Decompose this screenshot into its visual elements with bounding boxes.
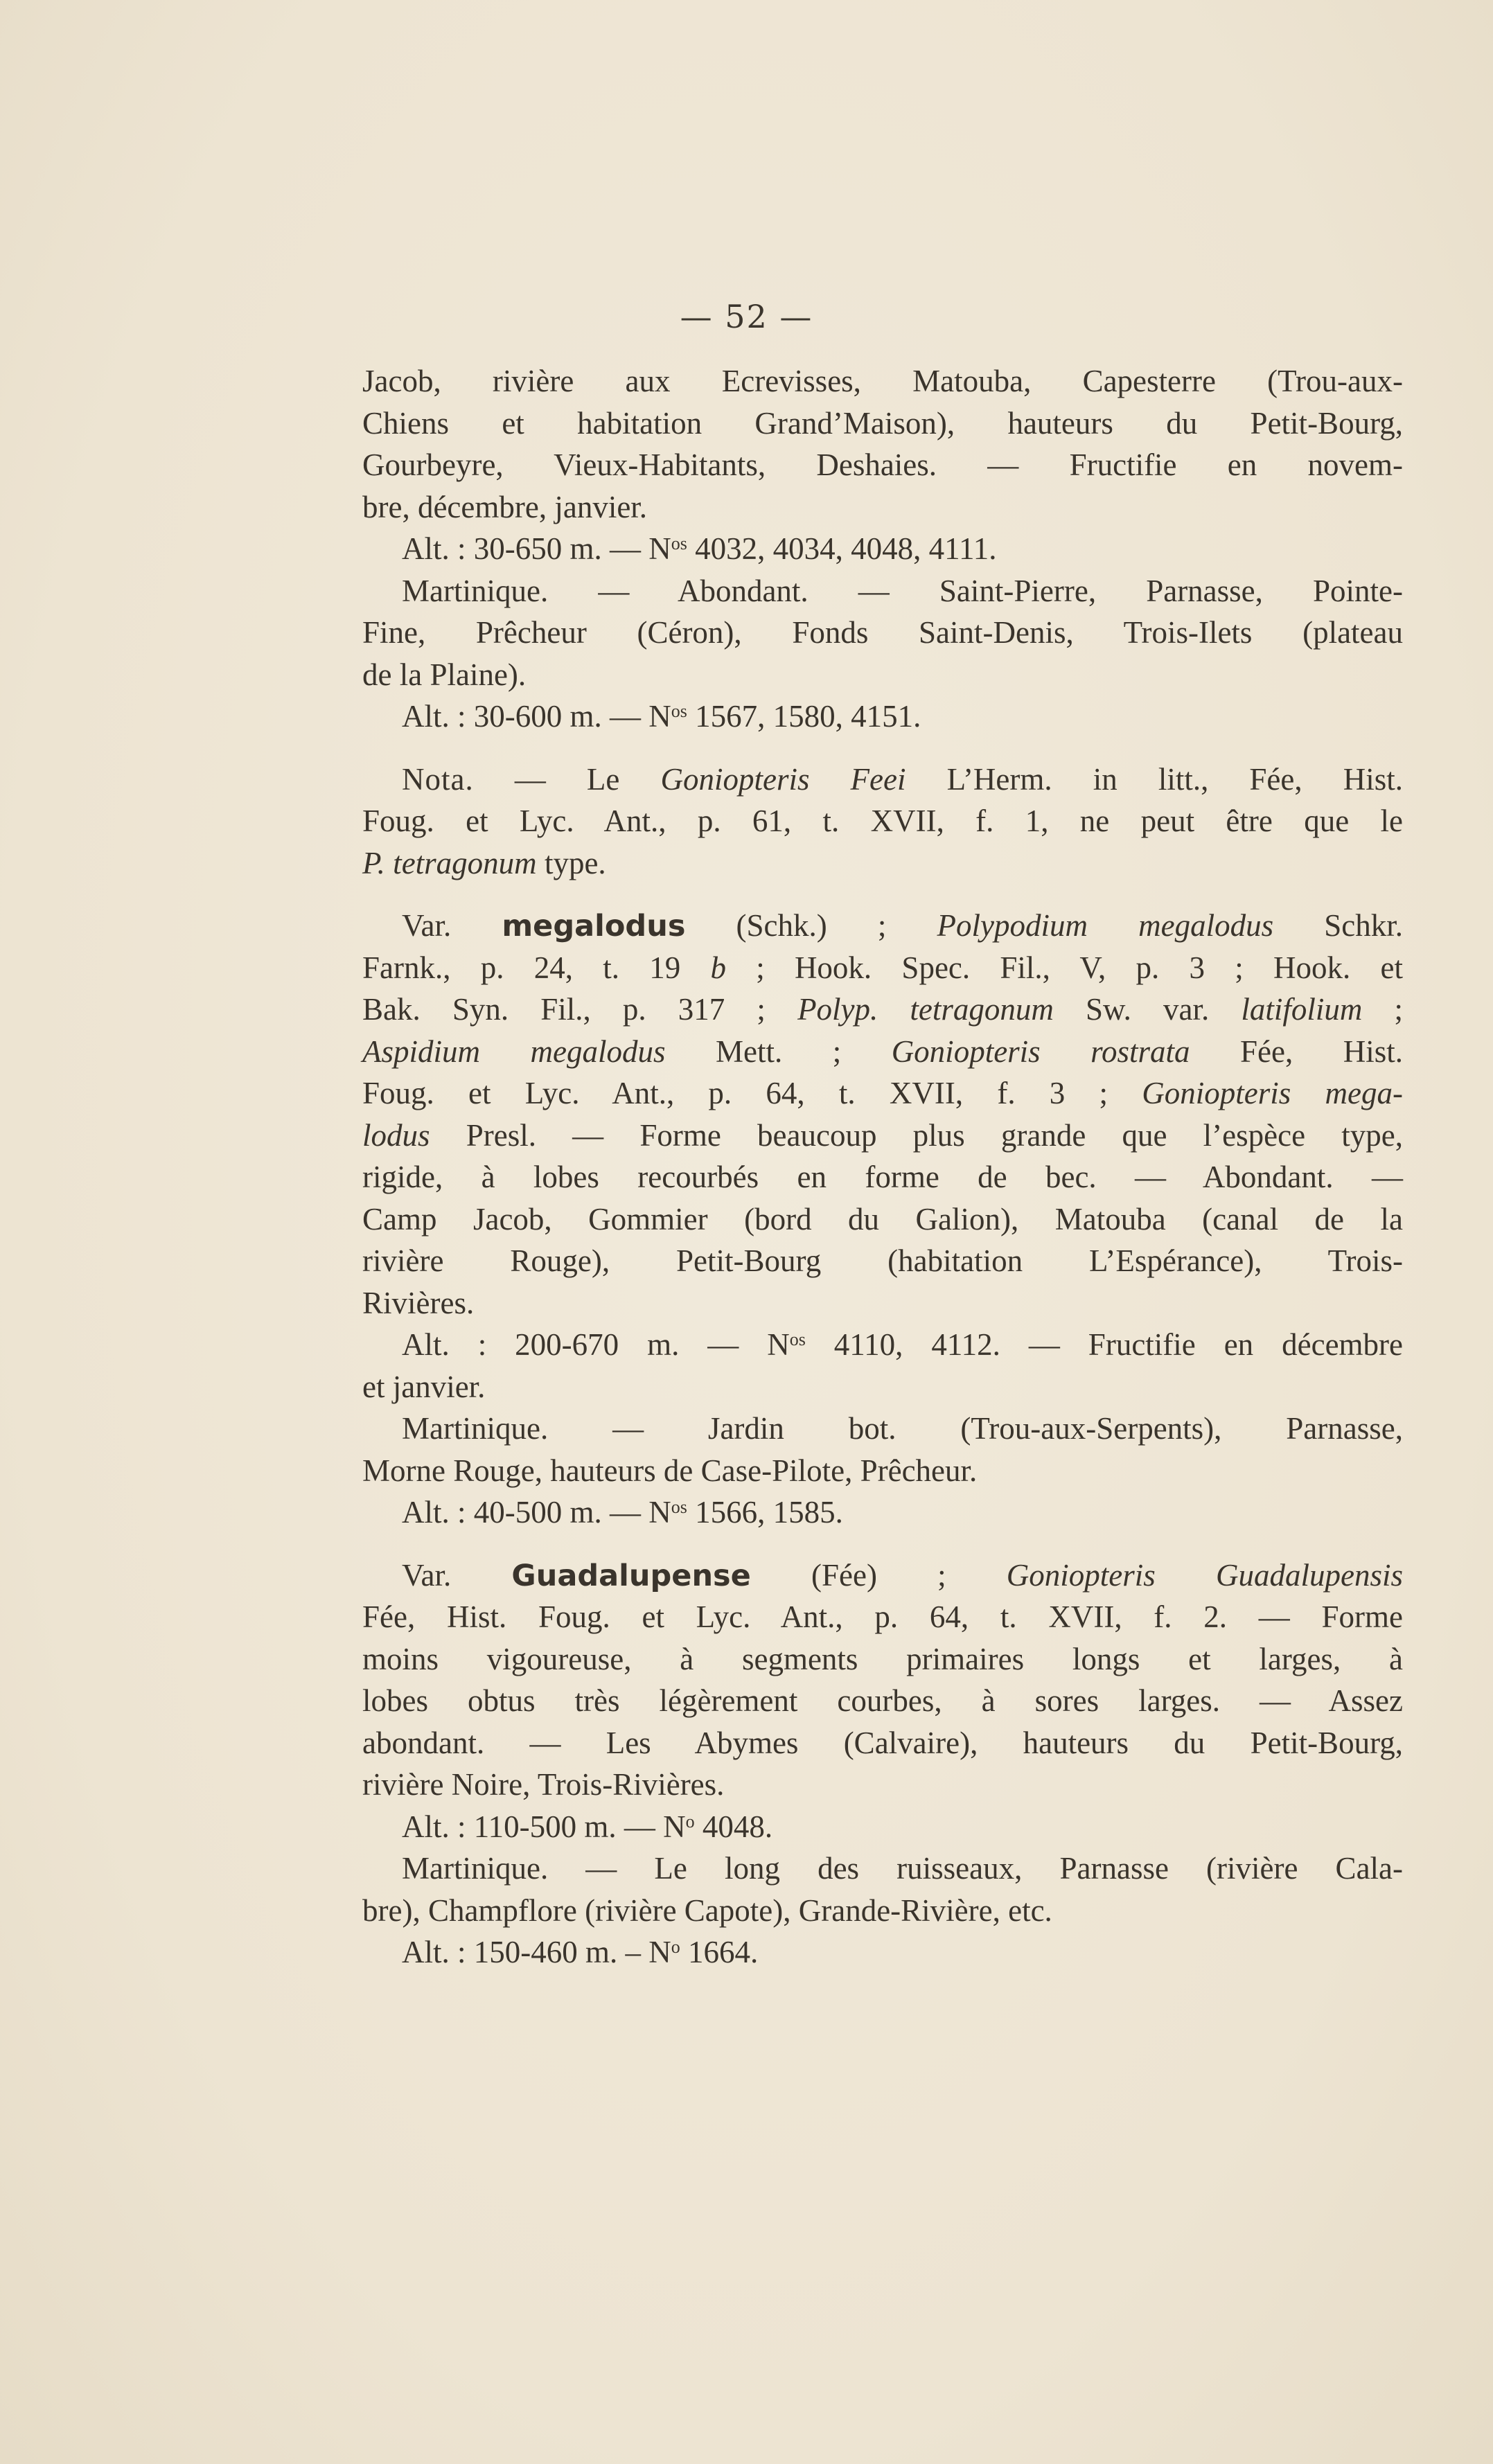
text-line: lodus Presl. — Forme beaucoup plus grande que l’espèce type, bbox=[362, 1117, 1403, 1153]
text-line: rivière Noire, Trois-Rivières. bbox=[362, 1767, 725, 1802]
text-line: Farnk., p. 24, t. 19 b ; Hook. Spec. Fil., V, p. 3 ; Hook. et bbox=[362, 950, 1403, 985]
text-line: Foug. et Lyc. Ant., p. 61, t. XVII, f. 1, ne peut être que le bbox=[362, 804, 1403, 838]
text-line: Aspidium megalodus Mett. ; Goniopteris rostrata Fée, Hist. bbox=[362, 1034, 1403, 1069]
altitude-line: Alt. : 40-500 m. — $N^{os}$ 1566, 1585. bbox=[402, 1495, 843, 1530]
text-line: de la Plaine). bbox=[362, 657, 527, 692]
text-line: Fée, Hist. Foug. et Lyc. Ant., p. 64, t. XVII, f. 2. — Forme bbox=[362, 1599, 1403, 1634]
nota-line: Nota. — Le Goniopteris Feei L’Herm. in litt., Fée, Hist. bbox=[402, 761, 1403, 797]
text-line: Martinique. — Jardin bot. (Trou-aux-Serpents), Parnasse, bbox=[402, 1411, 1403, 1446]
text-line: et janvier. bbox=[362, 1369, 486, 1404]
text-line: Martinique. — Abondant. — Saint-Pierre, Parnasse, Pointe- bbox=[402, 573, 1403, 608]
paragraph-gap bbox=[362, 884, 1403, 905]
text-line: Gourbeyre, Vieux-Habitants, Deshaies. — Fructifie en novem- bbox=[362, 447, 1403, 482]
altitude-line: Alt. : 200-670 m. — $N^{os}$ 4110, 4112. — Fructifie en décembre bbox=[402, 1327, 1404, 1362]
altitude-line: Alt. : 110-500 m. — $N^o$ 4048. bbox=[402, 1809, 773, 1844]
text-line: P. tetragonum type. bbox=[362, 845, 606, 880]
text-line: moins vigoureuse, à segments primaires longs et larges, à bbox=[362, 1641, 1403, 1676]
page-body bbox=[362, 360, 1403, 1974]
text-line: bre, décembre, janvier. bbox=[362, 489, 648, 524]
altitude-line: Alt. : 150-460 m. – $N^o$ 1664. bbox=[402, 1935, 759, 1969]
text-line: lobes obtus très légèrement courbes, à sores larges. — Assez bbox=[362, 1683, 1403, 1718]
variety-heading-line: Var. Guadalupense (Fée) ; Goniopteris Guadalupensis bbox=[402, 1557, 1403, 1593]
page-number: — 52 — bbox=[680, 298, 813, 335]
text-line: Camp Jacob, Gommier (bord du Galion), Matouba (canal de la bbox=[362, 1201, 1403, 1237]
text-line: Rivières. bbox=[362, 1285, 475, 1320]
text-line: rivière Rouge), Petit-Bourg (habitation L’Espérance), Trois- bbox=[362, 1243, 1403, 1278]
text-line: Chiens et habitation Grand’Maison), hauteurs du Petit-Bourg, bbox=[362, 405, 1403, 441]
variety-heading-line: Var. megalodus (Schk.) ; Polypodium megalodus Schkr. bbox=[402, 908, 1403, 943]
text-line: rigide, à lobes recourbés en forme de bec. — Abondant. — bbox=[362, 1160, 1403, 1194]
text-line: Martinique. — Le long des ruisseaux, Parnasse (rivière Cala- bbox=[402, 1851, 1403, 1886]
text-line: abondant. — Les Abymes (Calvaire), hauteurs du Petit-Bourg, bbox=[362, 1725, 1403, 1760]
text-line: Fine, Prêcheur (Céron), Fonds Saint-Denis, Trois-Ilets (plateau bbox=[362, 615, 1403, 650]
paragraph-gap bbox=[362, 1534, 1403, 1554]
text-line: bre), Champflore (rivière Capote), Grande-Rivière, etc. bbox=[362, 1893, 1052, 1928]
text-line: Jacob, rivière aux Ecrevisses, Matouba, Capesterre (Trou-aux- bbox=[362, 364, 1403, 398]
paragraph-gap bbox=[362, 738, 1403, 759]
altitude-line: Alt. : 30-600 m. — $N^{os}$ 1567, 1580, 4151. bbox=[402, 699, 921, 734]
text-line: Foug. et Lyc. Ant., p. 64, t. XVII, f. 3 ; Goniopteris mega- bbox=[362, 1076, 1403, 1110]
text-line: Bak. Syn. Fil., p. 317 ; Polyp. tetragonum Sw. var. latifolium ; bbox=[362, 992, 1403, 1027]
text-line: Morne Rouge, hauteurs de Case-Pilote, Prêcheur. bbox=[362, 1453, 978, 1488]
altitude-line: Alt. : 30-650 m. — $N^{os}$ 4032, 4034, 4048, 4111. bbox=[402, 531, 997, 566]
